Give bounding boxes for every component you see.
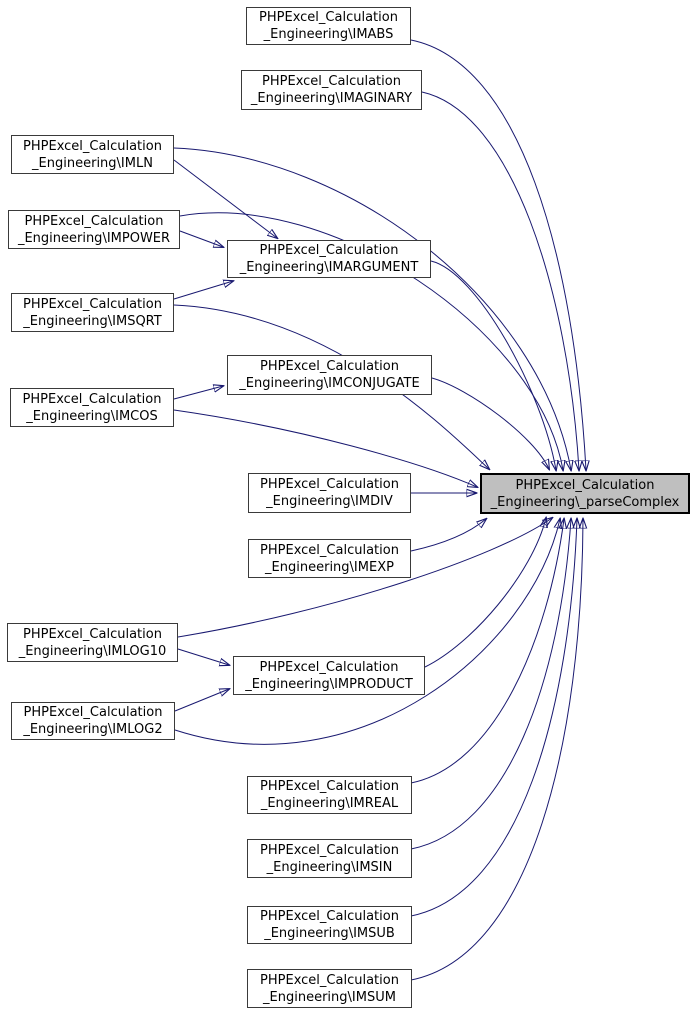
node-imsub[interactable] — [247, 906, 412, 944]
node-label-line2: _Engineering\IMSUM — [263, 989, 396, 1005]
edge-imargument-parsecomplex — [431, 261, 556, 470]
edge-imexp-parsecomplex — [411, 519, 486, 551]
node-parsecomplex — [480, 473, 690, 514]
node-label-line1: PHPExcel_Calculation — [260, 909, 399, 924]
node-label-line2: _Engineering\IMSIN — [266, 859, 393, 875]
node-label-line1: PHPExcel_Calculation — [23, 626, 162, 642]
edge-imlog10-improduct — [178, 649, 229, 665]
node-label-line1: PHPExcel_Calculation — [24, 213, 164, 229]
node-label-line2: _Engineering\IMABS — [263, 27, 394, 42]
node-label-line2: _Engineering\IMPRODUCT — [245, 676, 413, 692]
node-label-line1: PHPExcel_Calculation — [262, 74, 401, 89]
node-label-line1: PHPExcel_Calculation — [23, 138, 162, 154]
node-imsqrt[interactable] — [11, 293, 174, 332]
node-imdiv[interactable] — [248, 473, 411, 513]
edge-improduct-parsecomplex — [425, 518, 546, 667]
node-label-line1: PHPExcel_Calculation — [23, 296, 162, 312]
node-label-line2: _Engineering\IMDIV — [266, 494, 393, 509]
node-label-line2: _Engineering\IMCOS — [26, 408, 158, 424]
node-imlog10[interactable] — [7, 623, 178, 662]
node-label-line1: PHPExcel_Calculation — [23, 705, 163, 720]
node-label-line1: PHPExcel_Calculation — [515, 477, 655, 493]
node-label-line1: PHPExcel_Calculation — [259, 659, 399, 675]
edge-imln-imargument — [174, 160, 277, 238]
node-label-line2: _Engineering\IMLOG10 — [18, 643, 167, 659]
node-label-line1: PHPExcel_Calculation — [260, 779, 399, 794]
node-improduct[interactable] — [233, 656, 425, 695]
node-label-line1: PHPExcel_Calculation — [260, 972, 399, 988]
edge-imaginary-parsecomplex — [422, 92, 579, 470]
node-label-line1: PHPExcel_Calculation — [260, 359, 399, 374]
node-imaginary[interactable] — [241, 70, 422, 110]
node-imlog2[interactable] — [11, 702, 175, 740]
node-imsum[interactable] — [247, 969, 412, 1008]
edge-imabs-parsecomplex — [411, 40, 586, 470]
edge-imlog2-improduct — [175, 689, 229, 711]
node-imreal[interactable] — [247, 776, 412, 814]
node-label-line2: _Engineering\IMARGUMENT — [239, 260, 419, 275]
edge-imln-parsecomplex — [174, 148, 571, 470]
node-label-line1: PHPExcel_Calculation — [22, 391, 162, 407]
node-label-line2: _Engineering\IMSQRT — [23, 313, 162, 329]
node-imabs[interactable] — [246, 7, 411, 45]
node-imln[interactable] — [11, 135, 174, 174]
node-imconjugate[interactable] — [227, 355, 432, 395]
node-label-line1: PHPExcel_Calculation — [259, 10, 398, 25]
node-label-line2: _Engineering\IMREAL — [260, 796, 399, 811]
node-label-line1: PHPExcel_Calculation — [260, 542, 399, 558]
node-label-line2: _Engineering\IMLOG2 — [23, 722, 163, 737]
node-label-line2: _Engineering\IMPOWER — [17, 230, 171, 246]
node-impower[interactable] — [8, 210, 180, 249]
node-label-line2: _Engineering\IMSUB — [264, 926, 395, 941]
node-label-line2: _Engineering\IMAGINARY — [250, 91, 413, 106]
edge-imsum-parsecomplex — [411, 519, 583, 980]
edge-imsqrt-imargument — [174, 281, 233, 299]
node-label-line2: _Engineering\IMEXP — [265, 559, 394, 575]
edge-imreal-parsecomplex — [411, 519, 564, 783]
node-label-line1: PHPExcel_Calculation — [260, 842, 399, 858]
node-imexp[interactable] — [248, 539, 411, 578]
node-label-line1: PHPExcel_Calculation — [259, 243, 399, 258]
node-imsin[interactable] — [247, 839, 412, 878]
edge-impower-imargument — [180, 231, 223, 247]
node-label-line2: _Engineering\_parseComplex — [490, 494, 680, 510]
edge-imcos-imconjugate — [174, 386, 223, 399]
node-label-line2: _Engineering\IMLN — [32, 155, 153, 171]
node-label-line2: _Engineering\IMCONJUGATE — [239, 376, 420, 391]
edge-imsin-parsecomplex — [411, 519, 571, 849]
node-imcos[interactable] — [10, 388, 174, 427]
edge-imsub-parsecomplex — [411, 519, 577, 916]
node-label-line1: PHPExcel_Calculation — [260, 477, 399, 492]
node-imargument[interactable] — [227, 240, 431, 278]
